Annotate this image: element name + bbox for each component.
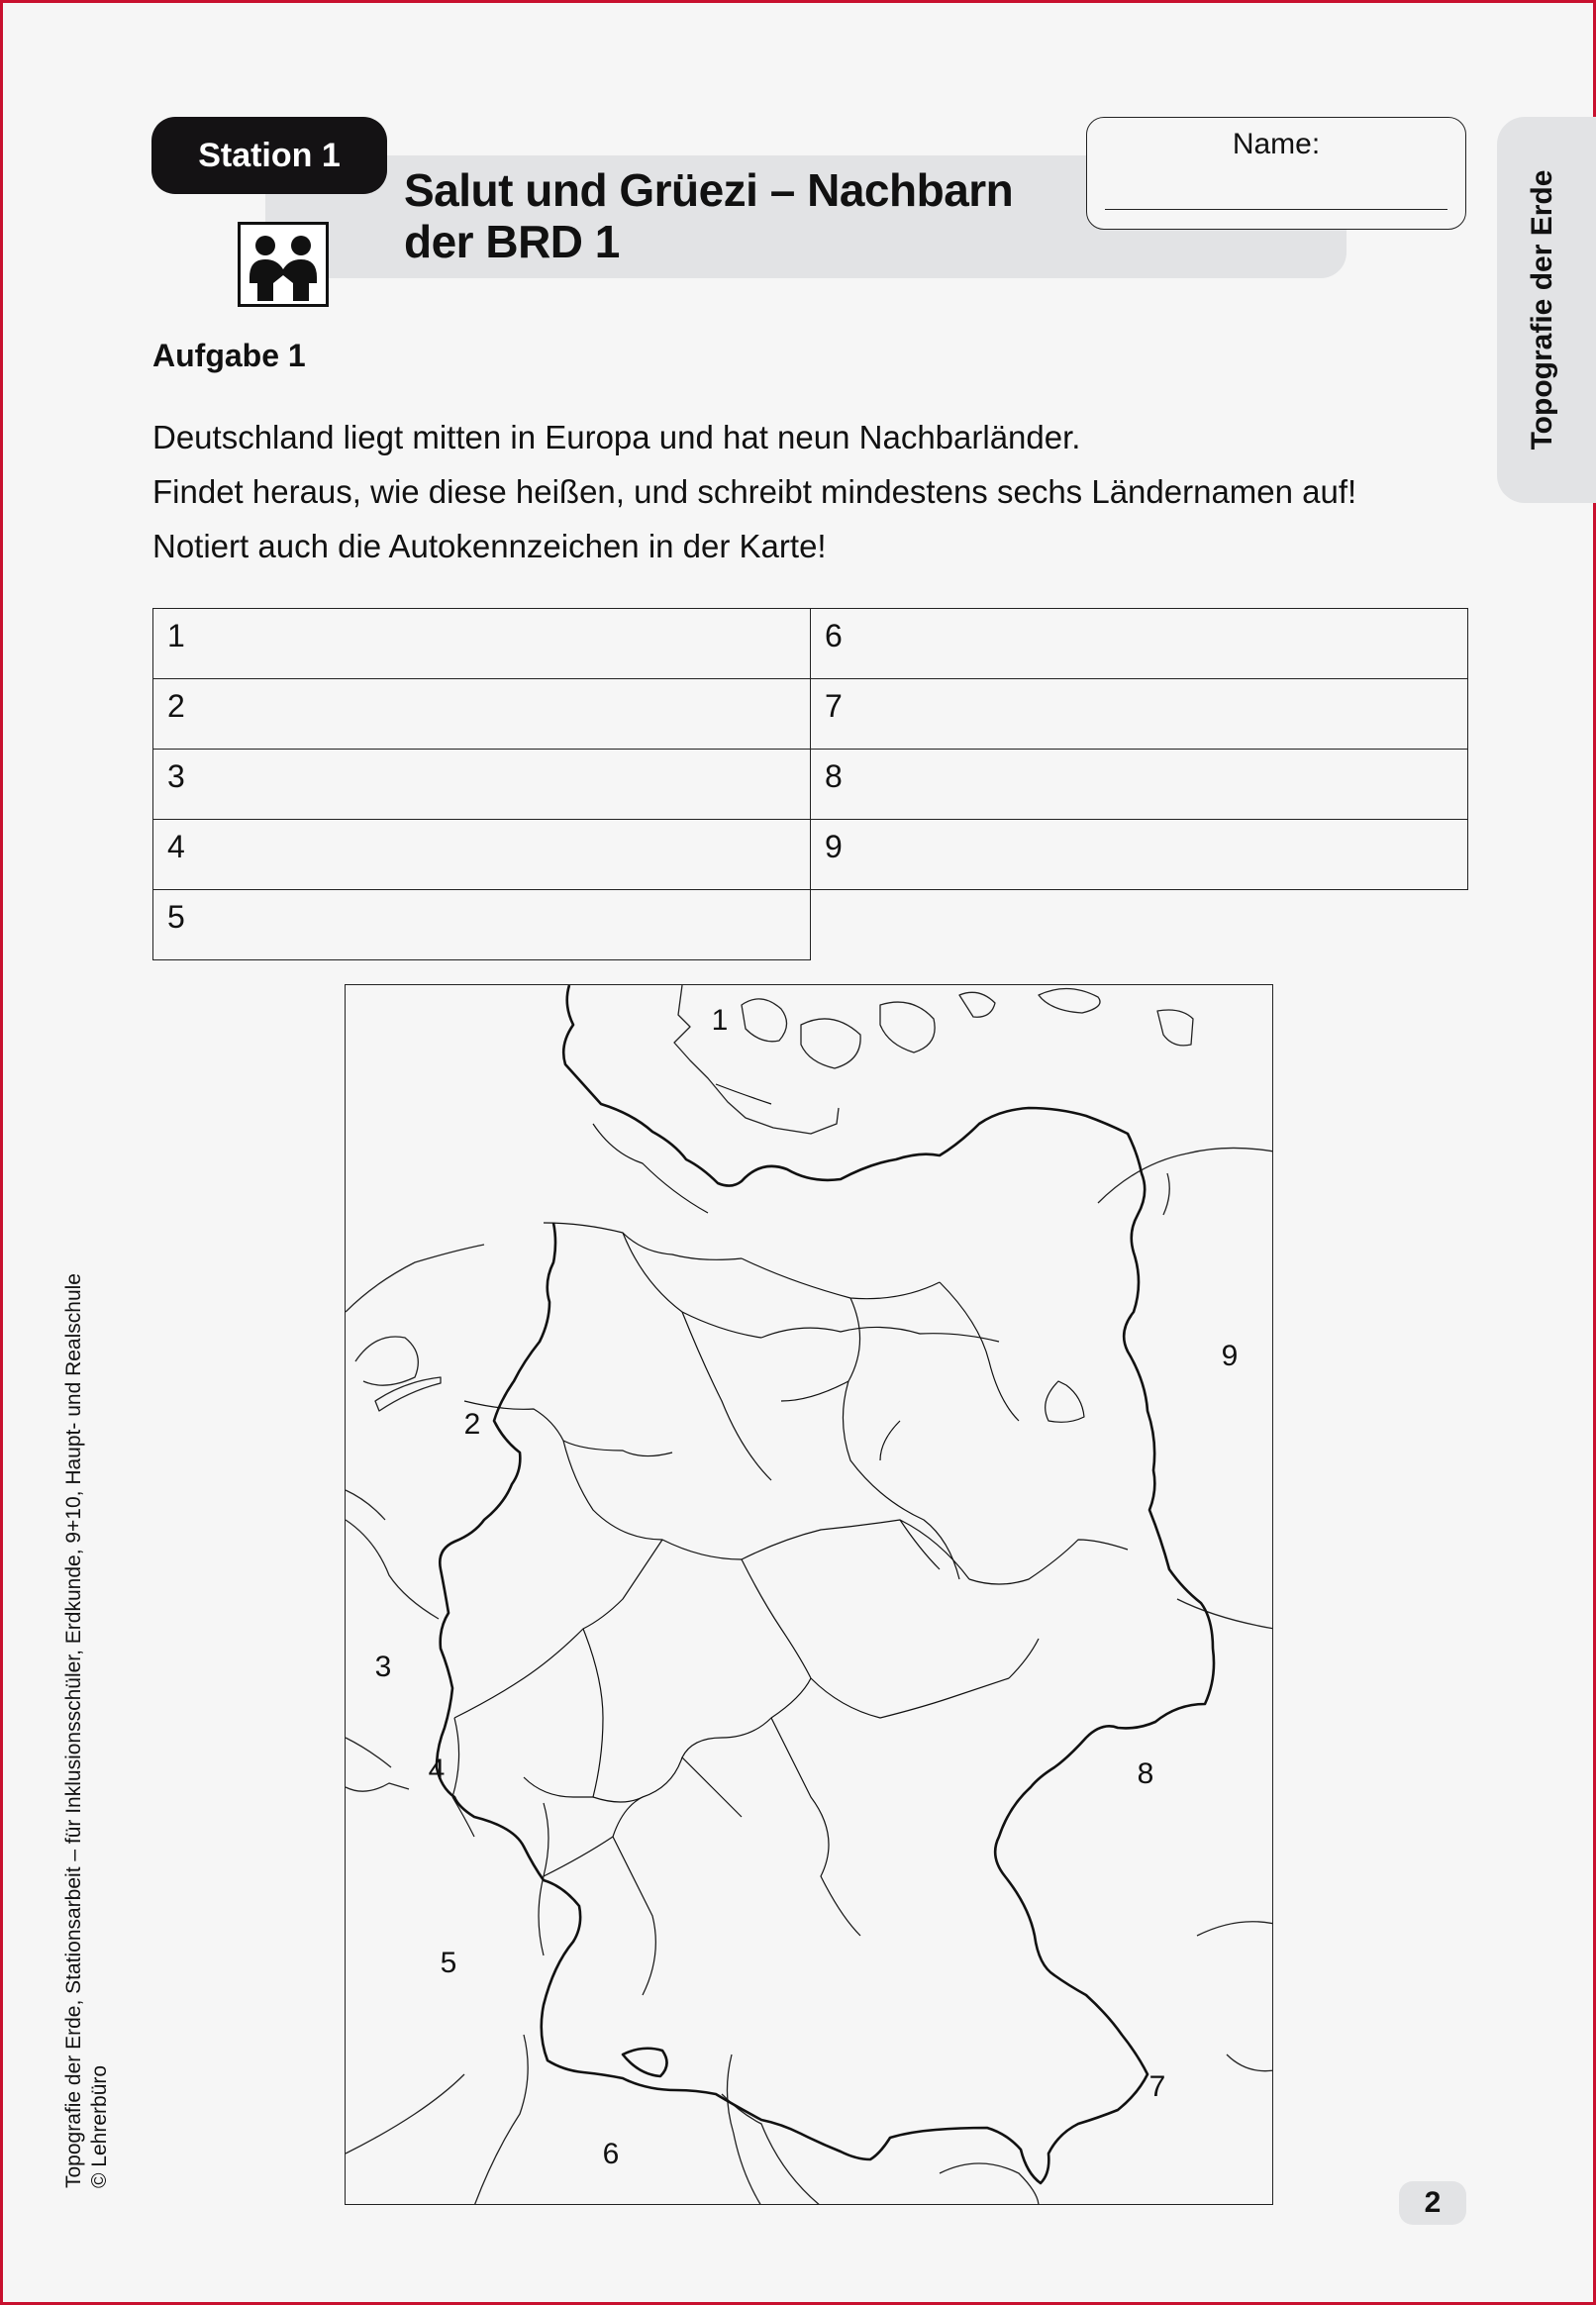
map-label-4: 4 xyxy=(428,1754,446,1786)
table-row xyxy=(153,609,1468,679)
table-row xyxy=(153,679,1468,750)
task-line-3: Notiert auch die Autokennzeichen in der Karte! xyxy=(152,528,827,564)
page-title xyxy=(404,164,1097,267)
page-number: 2 xyxy=(1399,2181,1466,2225)
answer-cell-6[interactable]: 6 xyxy=(811,609,1468,679)
empty-cell xyxy=(811,890,1468,960)
germany-map xyxy=(345,984,1273,2205)
germany-map-svg xyxy=(346,985,1273,2205)
answer-cell-2[interactable]: 2 xyxy=(153,679,811,750)
map-label-6: 6 xyxy=(602,2138,620,2170)
station-badge: Station 1 xyxy=(151,117,387,194)
credit-line-1: Topografie der Erde, Stationsarbeit – für Inklusionsschüler, Erdkunde, 9+10, Haupt- und Realschule xyxy=(62,1273,85,2188)
answer-cell-9[interactable]: 9 xyxy=(811,820,1468,890)
map-label-5: 5 xyxy=(440,1947,457,1979)
map-number-labels xyxy=(375,1004,1239,2170)
map-label-7: 7 xyxy=(1148,2070,1166,2103)
task-heading: Aufgabe 1 xyxy=(152,338,306,373)
federal-state-borders xyxy=(452,1084,1128,1995)
footer-credit xyxy=(61,1198,113,2188)
answer-cell-3[interactable]: 3 xyxy=(153,750,811,820)
name-label: Name: xyxy=(1232,128,1321,160)
partner-work-icon xyxy=(238,222,329,307)
map-label-9: 9 xyxy=(1221,1340,1239,1372)
answer-cell-8[interactable]: 8 xyxy=(811,750,1468,820)
credit-line-2: © Lehrerbüro xyxy=(88,2064,111,2188)
answer-cell-7[interactable]: 7 xyxy=(811,679,1468,750)
table-row xyxy=(153,890,1468,960)
map-label-2: 2 xyxy=(463,1408,481,1441)
answer-table xyxy=(152,608,1468,960)
title-line-2: der BRD 1 xyxy=(404,216,620,267)
task-instructions xyxy=(152,410,1459,573)
name-line xyxy=(1105,209,1447,210)
name-box[interactable] xyxy=(1086,117,1466,230)
title-line-1: Salut und Grüezi – Nachbarn xyxy=(404,164,1014,216)
task-line-1: Deutschland liegt mitten in Europa und hat neun Nachbarländer. xyxy=(152,419,1081,455)
map-label-3: 3 xyxy=(374,1651,392,1683)
answer-cell-4[interactable]: 4 xyxy=(153,820,811,890)
answer-cell-5[interactable]: 5 xyxy=(153,890,811,960)
task-line-2: Findet heraus, wie diese heißen, und schreibt mindestens sechs Ländernamen auf! xyxy=(152,473,1357,510)
neighbour-coastlines xyxy=(346,985,1273,2205)
map-label-1: 1 xyxy=(711,1004,729,1037)
answer-cell-1[interactable]: 1 xyxy=(153,609,811,679)
side-tab-label: Topografie der Erde xyxy=(1526,169,1558,451)
map-label-8: 8 xyxy=(1137,1757,1154,1790)
table-row xyxy=(153,750,1468,820)
germany-outer-border xyxy=(437,985,1214,2183)
table-row xyxy=(153,820,1468,890)
